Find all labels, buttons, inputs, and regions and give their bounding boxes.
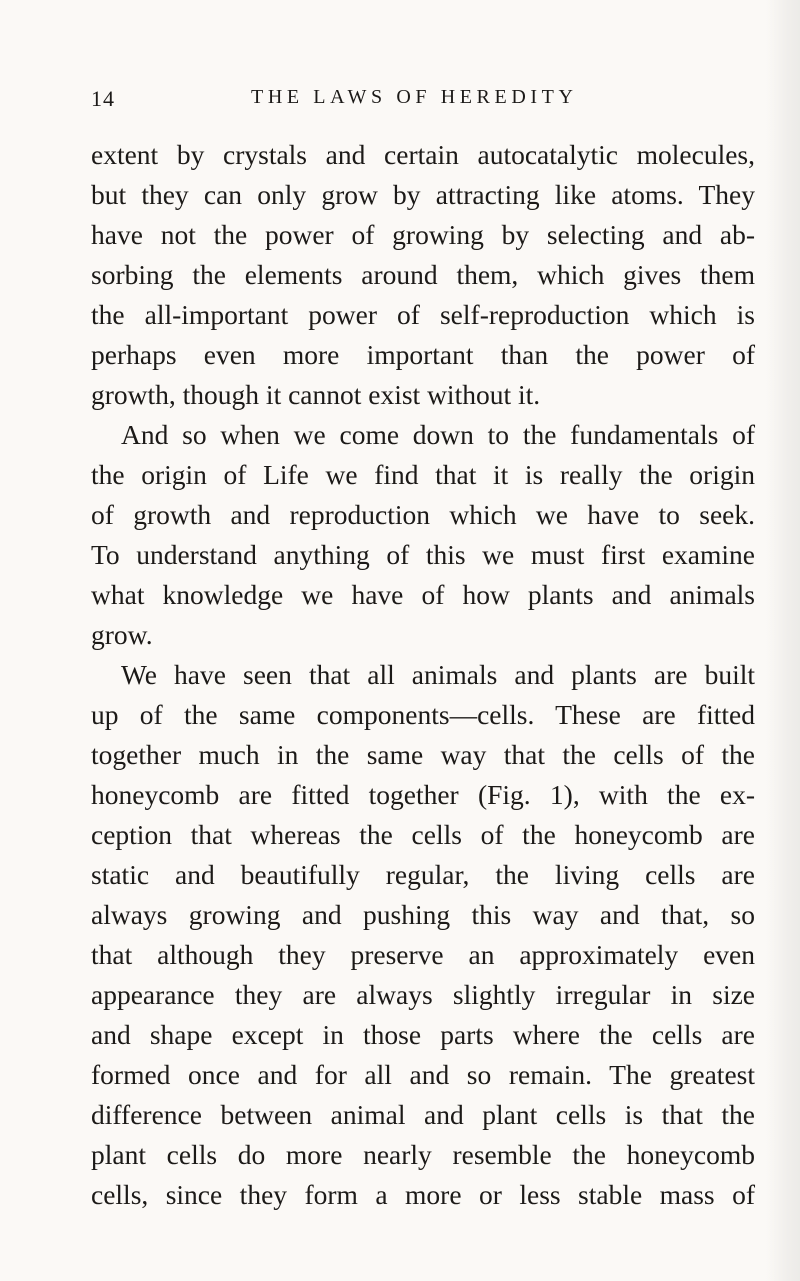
text-line: extent by crystals and certain autocatalytic molecules, — [91, 139, 755, 170]
body-text — [91, 135, 755, 1215]
paragraph — [91, 415, 755, 655]
text-line: honeycomb are fitted together (Fig. 1), with the ex- — [91, 779, 755, 810]
page-edge-shadow — [766, 0, 800, 1281]
text-line: To understand anything of this we must first examine — [91, 539, 755, 570]
text-line: growth, though it cannot exist without it. — [91, 379, 541, 410]
text-line: always growing and pushing this way and that, so — [91, 899, 755, 930]
text-line: and shape except in those parts where the cells are — [91, 1019, 755, 1050]
text-line: together much in the same way that the cells of the — [91, 739, 755, 770]
text-line: grow. — [91, 619, 153, 650]
text-line: plant cells do more nearly resemble the honeycomb — [91, 1139, 755, 1170]
text-line: cells, since they form a more or less stable mass of — [91, 1179, 755, 1210]
text-line: We have seen that all animals and plants are built — [121, 659, 755, 690]
text-line: but they can only grow by attracting like atoms. They — [91, 179, 755, 210]
text-line: that although they preserve an approximately even — [91, 939, 755, 970]
text-line: the origin of Life we find that it is really the origin — [91, 459, 755, 490]
text-line: have not the power of growing by selecting and ab- — [91, 219, 755, 250]
paragraph — [91, 655, 755, 1215]
text-line: ception that whereas the cells of the honeycomb are — [91, 819, 755, 850]
text-line: perhaps even more important than the power of — [91, 339, 755, 370]
text-line: formed once and for all and so remain. The greatest — [91, 1059, 755, 1090]
text-line: up of the same components—cells. These are fitted — [91, 699, 755, 730]
text-line: appearance they are always slightly irregular in size — [91, 979, 755, 1010]
page-number: 14 — [91, 86, 115, 111]
text-line: sorbing the elements around them, which gives them — [91, 259, 755, 290]
text-line: difference between animal and plant cells is that the — [91, 1099, 755, 1130]
text-line: of growth and reproduction which we have to seek. — [91, 499, 755, 530]
running-head-title: THE LAWS OF HEREDITY — [251, 86, 578, 108]
running-head — [91, 86, 731, 116]
text-line: static and beautifully regular, the living cells are — [91, 859, 755, 890]
text-line: the all-important power of self-reproduction which is — [91, 299, 755, 330]
text-line: what knowledge we have of how plants and animals — [91, 579, 755, 610]
text-line: And so when we come down to the fundamentals of — [121, 419, 755, 450]
paragraph — [91, 135, 755, 415]
